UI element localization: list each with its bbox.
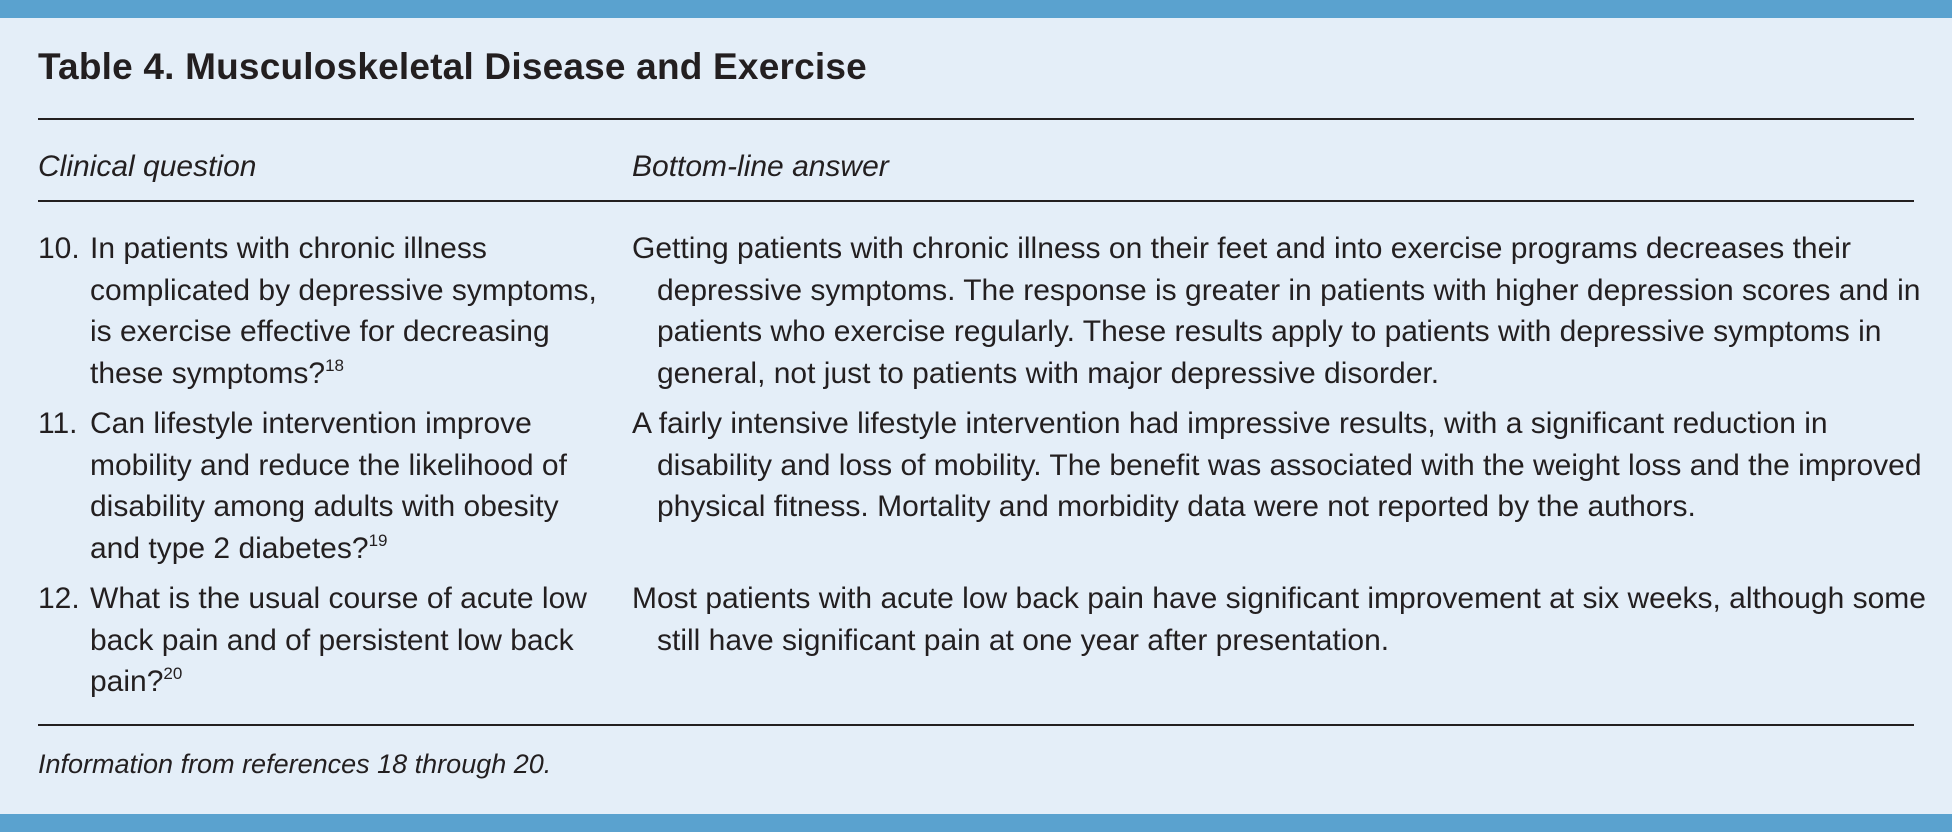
answer-cell: Getting patients with chronic illness on their feet and into exercise programs decreases their depressive symptoms. The response is greater in patients with higher depression scores and in patients who exercise regularly. These results apply to patients with depressive symptoms in general, not just to patients with major depressive disorder.: [632, 232, 1921, 390]
reference-superscript: 20: [163, 664, 183, 683]
row-number: 10.: [38, 232, 80, 265]
question-cell: [38, 578, 598, 703]
question-text: What is the usual course of acute low back pain and of persistent low back pain?: [90, 582, 587, 698]
bottom-rule: [38, 724, 1914, 726]
answer-cell: Most patients with acute low back pain have significant improvement at six weeks, although some still have significant pain at one year after presentation.: [632, 582, 1926, 657]
answer-cell: A fairly intensive lifestyle intervention had impressive results, with a significant reduction in disability and loss of mobility. The benefit was associated with the weight loss and the improved physical fitness. Mortality and morbidity data were not reported by the authors.: [632, 407, 1922, 523]
row-number: 11.: [38, 407, 78, 440]
table-footnote: Information from references 18 through 20.: [38, 749, 552, 779]
table-title: Table 4. Musculoskeletal Disease and Exercise: [38, 46, 867, 87]
question-cell: [38, 403, 598, 569]
title-rule: [38, 118, 1914, 120]
column-header-answer: Bottom-line answer: [632, 150, 889, 183]
question-text: In patients with chronic illness complicated by depressive symptoms, is exercise effective for decreasing these symptoms?: [90, 232, 597, 390]
column-header-question: Clinical question: [38, 150, 257, 183]
question-cell: [38, 228, 598, 394]
top-accent-bar: [0, 0, 1952, 18]
row-number: 12.: [38, 582, 80, 615]
reference-superscript: 19: [368, 530, 388, 550]
reference-superscript: 18: [325, 355, 345, 375]
question-text: Can lifestyle intervention improve mobility and reduce the likelihood of disability among adults with obesity and type 2 diabetes?: [90, 407, 567, 565]
header-rule: [38, 200, 1914, 202]
bottom-accent-bar: [0, 814, 1952, 832]
